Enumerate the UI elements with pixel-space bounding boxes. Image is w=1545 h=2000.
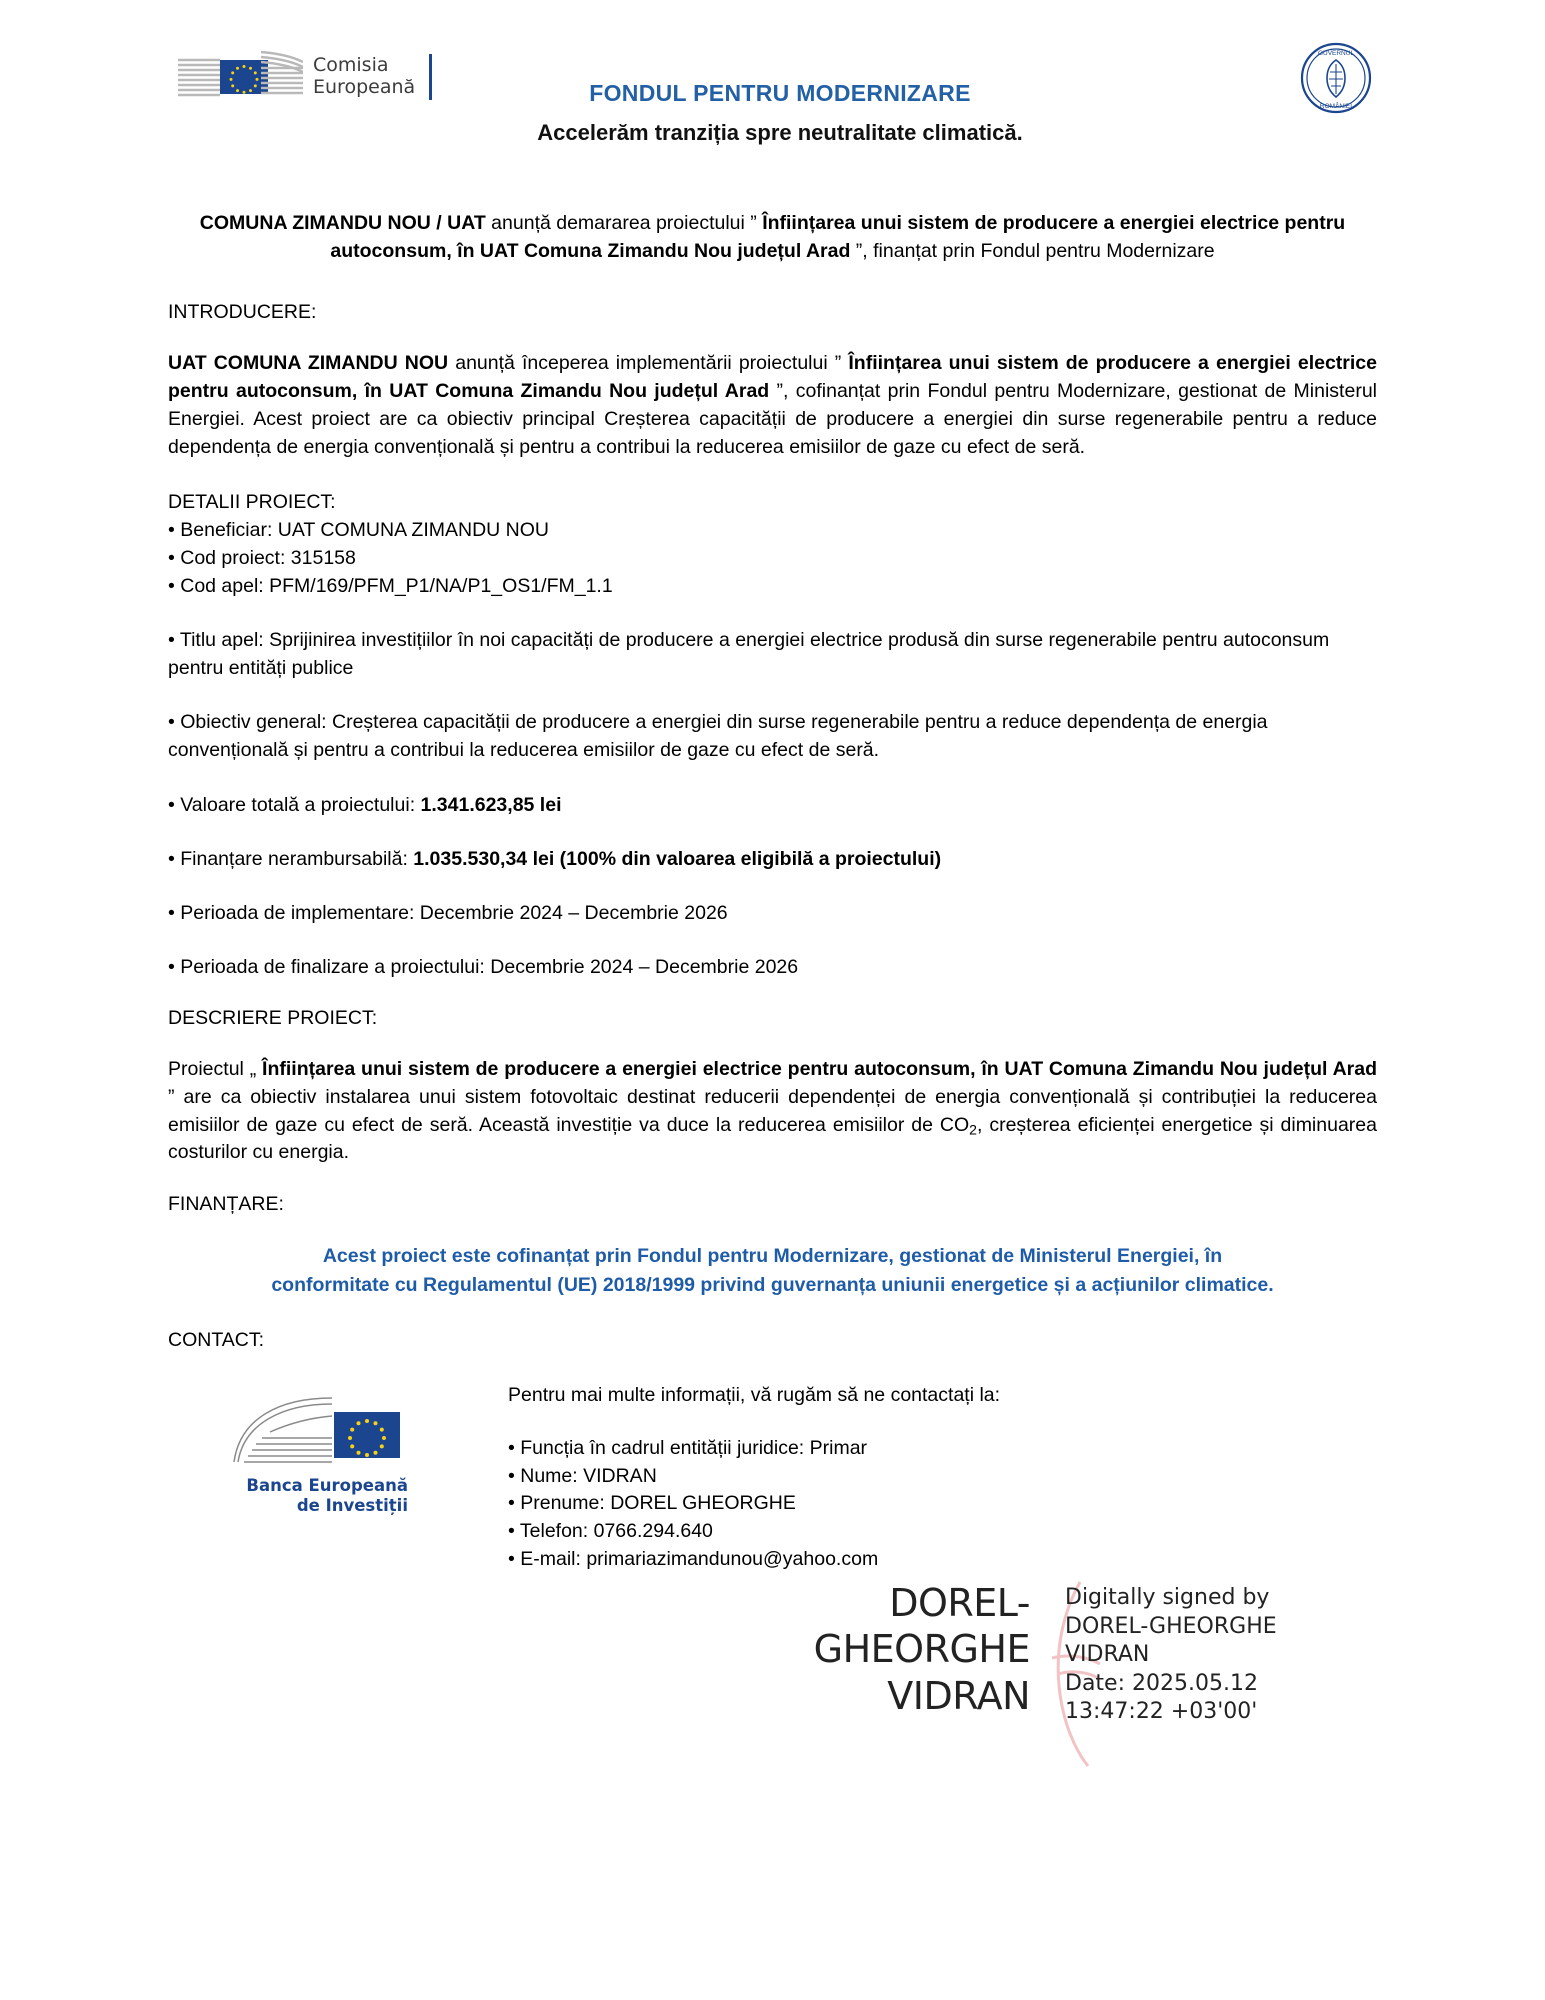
contact-nume: • Nume: VIDRAN [508, 1464, 657, 1487]
contact-telefon: • Telefon: 0766.294.640 [508, 1519, 713, 1542]
signature-detail-line1: Digitally signed by [1065, 1585, 1270, 1610]
eib-eu-flag [334, 1412, 400, 1458]
eib-logo [168, 1378, 508, 1573]
section-label-descriere: DESCRIERE PROIECT: [168, 1006, 378, 1029]
detalii-beneficiar: • Beneficiar: UAT COMUNA ZIMANDU NOU [168, 518, 549, 541]
eib-caption [228, 1476, 408, 1516]
detalii-titlu-apel: • Titlu apel: Sprijinirea investițiilor în noi capacități de producere a energiei electrice produsă din surse regenerabile pentru autoconsum pentru entități publice [168, 629, 1330, 680]
section-label-introducere: INTRODUCERE: [168, 301, 317, 324]
intro-text-2: ”, cofinanțat prin Fondul pentru Modernizare, gestionat de Ministerul Energiei. Acest proiect are ca obiectiv principal Creșterea capacității de producere a energiei din surse regenerabile pentru a reduce dependența de energia convențională și pentru a contribui la reducerea emisiilor de gaze cu efect de seră. [168, 380, 1377, 458]
eib-caption-line2: de Investiții [296, 1495, 408, 1515]
intro-text-1: anunță începerea implementării proiectului ” [448, 352, 849, 375]
lead-project-title: Înființarea unui sistem de producere a energiei electrice pentru autoconsum, în UAT Comuna Zimandu Nou județul Arad [330, 212, 1346, 262]
finantare-value: 1.035.530,34 lei (100% din valoarea eligibilă a proiectului) [413, 847, 942, 870]
signature-name [780, 1580, 1030, 1719]
document-header [0, 0, 1545, 150]
contact-email: • E-mail: primariazimandunou@yahoo.com [508, 1547, 879, 1570]
lead-paragraph [168, 210, 1377, 265]
signature-detail-line4: Date: 2025.05.12 [1065, 1670, 1258, 1696]
signature-name-line3: VIDRAN [887, 1673, 1030, 1718]
left-stripes-icon [178, 48, 220, 106]
detalii-finantare-nerambursabila [168, 845, 1377, 873]
intro-entity: UAT COMUNA ZIMANDU NOU [168, 352, 449, 375]
fund-header-text [430, 80, 1130, 146]
lead-text-1: anunță demararea proiectului ” [485, 212, 763, 234]
signature-name-line1: DOREL- [889, 1581, 1030, 1625]
detalii-perioada-finalizare: • Perioada de finalizare a proiectului: Decembrie 2024 – Decembrie 2026 [168, 955, 799, 978]
lead-text-2: ”, finanțat prin Fondul pentru Modernizare [850, 239, 1215, 262]
eib-graphic [228, 1392, 408, 1470]
finantare-highlight-line1: Acest proiect este cofinanțat prin Fondul pentru Modernizare, gestionat de Ministerul Energiei, în [322, 1245, 1223, 1268]
detalii-perioada-implementare: • Perioada de implementare: Decembrie 2024 – Decembrie 2026 [168, 901, 728, 924]
descriere-text-3: , creșterea eficienței energetice și diminuarea costurilor cu energia. [168, 1113, 1377, 1164]
document-body [168, 210, 1377, 1573]
signature-detail-line3: VIDRAN [1065, 1642, 1150, 1668]
signature-details [1065, 1584, 1340, 1727]
detalii-obiectiv-general: • Obiectiv general: Creșterea capacității de producere a energiei din surse regenerabile pentru a reduce dependența de energia convențională și pentru a contribui la reducerea emisiilor de gaze cu efect de seră. [168, 711, 1268, 762]
contact-block [168, 1378, 1377, 1573]
ec-label-line1: Comisia [313, 54, 389, 77]
descriere-paragraph [168, 1056, 1377, 1168]
eu-flag-lines-graphic [178, 48, 303, 106]
detalii-cod-proiect: • Cod proiect: 315158 [168, 547, 356, 570]
svg-text:ROMÂNIEI: ROMÂNIEI [1319, 103, 1353, 110]
contact-intro: Pentru mai multe informații, vă rugăm să ne contactați la: [508, 1383, 1001, 1406]
signature-detail-line5: 13:47:22 +03'00' [1065, 1699, 1258, 1725]
european-commission-logo [178, 48, 432, 106]
fund-title: FONDUL PENTRU MODERNIZARE [589, 80, 971, 106]
signature-name-line2: GHEORGHE [813, 1627, 1030, 1672]
digital-signature-block [780, 1580, 1340, 1780]
descriere-text-2: ” are ca obiectiv instalarea unui sistem fotovoltaic destinat reducerii dependenței de energia convențională și contribuției la reducerea emisiilor de gaze cu efect de seră. Această investiție va duce la reducerea emisiilor de CO [168, 1085, 1377, 1136]
finantare-label: • Finanțare nerambursabilă: [168, 847, 414, 870]
lead-entity: COMUNA ZIMANDU NOU / UAT [199, 212, 486, 234]
detalii-proiect-list [168, 488, 1377, 600]
signature-detail-line2: DOREL-GHEORGHE [1065, 1613, 1277, 1639]
fund-subtitle: Accelerăm tranziția spre neutralitate climatică. [537, 120, 1023, 145]
contact-details [508, 1378, 1377, 1573]
descriere-project-title: Înființarea unui sistem de producere a energiei electrice pentru autoconsum, în UAT Comuna Zimandu Nou județul Arad [262, 1057, 1378, 1080]
descriere-co2-subscript: 2 [969, 1121, 977, 1138]
valoare-label: • Valoare totală a proiectului: [168, 793, 421, 816]
finantare-highlight [216, 1242, 1328, 1299]
section-label-finantare: FINANȚARE: [168, 1193, 284, 1216]
european-commission-label [313, 55, 415, 99]
valoare-value: 1.341.623,85 lei [420, 793, 562, 816]
finantare-highlight-line2: conformitate cu Regulamentul (UE) 2018/1999 privind guvernanța uniunii energetice și a acțiunilor climatice. [271, 1273, 1274, 1296]
detalii-label: DETALII PROIECT: [168, 490, 336, 513]
contact-prenume: • Prenume: DOREL GHEORGHE [508, 1492, 796, 1515]
svg-text:GUVERNUL: GUVERNUL [1317, 50, 1355, 57]
contact-functie: • Funcția în cadrul entității juridice: Primar [508, 1436, 868, 1459]
section-label-contact: CONTACT: [168, 1328, 265, 1351]
detalii-cod-apel: • Cod apel: PFM/169/PFM_P1/NA/P1_OS1/FM_1.1 [168, 575, 613, 598]
eib-caption-line1: Banca Europeană [246, 1475, 408, 1495]
eib-eu-stars-icon [334, 1412, 400, 1458]
introducere-paragraph [168, 350, 1377, 462]
intro-project-title: Înființarea unui sistem de producere a energiei electrice pentru autoconsum, în UAT Comuna Zimandu Nou județul Arad [168, 352, 1377, 403]
detalii-valoare-totala [168, 791, 1377, 819]
right-stripes-icon [261, 48, 303, 106]
descriere-text-1: Proiectul „ [168, 1057, 263, 1080]
romania-government-emblem-icon [1300, 42, 1372, 114]
ec-label-line2: Europeană [313, 76, 416, 98]
